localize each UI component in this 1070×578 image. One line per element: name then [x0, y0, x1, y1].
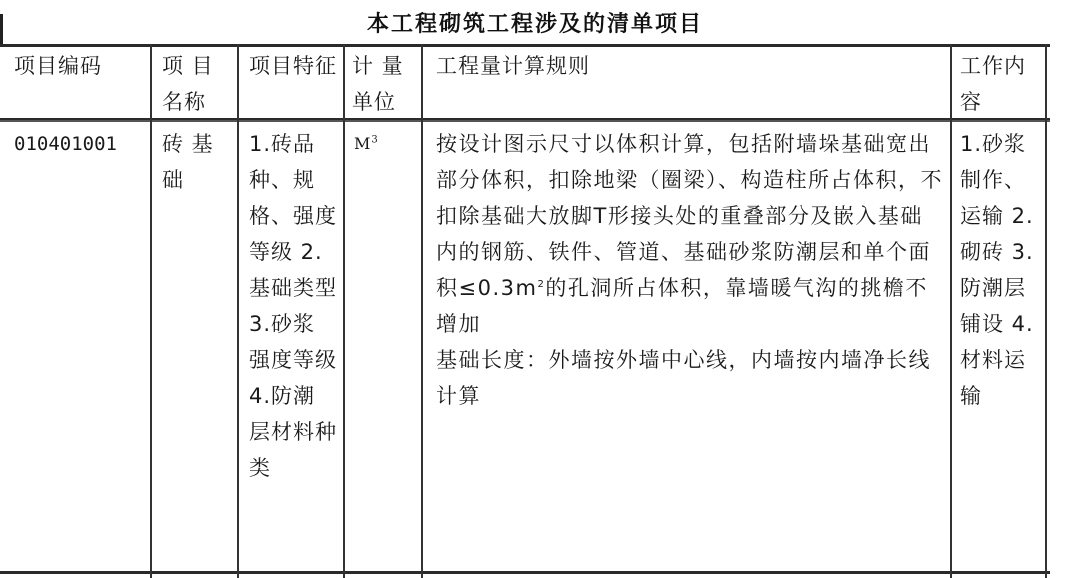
header-bottom-rule-2: [0, 120, 1050, 122]
row-code: 010401001: [14, 133, 117, 155]
row-unit-base: M: [354, 134, 372, 153]
column-divider: [1045, 44, 1047, 578]
header-unit: 计 量单位: [352, 54, 404, 114]
table-title: 本工程砌筑工程涉及的清单项目: [366, 12, 703, 37]
row-rule-superscript: 2: [537, 279, 546, 290]
row-rule-text: 按设计图示尺寸以体积计算，包括附墙垛基础宽出部分体积，扣除地梁（圈梁）、构造柱所占体积，不扣除基础大放脚T形接头处的重叠部分及嵌入基础内的钢筋、铁件、管道、基础砂浆防潮层和单个面积≤0.3m: [436, 132, 943, 300]
row-feature: 1.砖品种、规格、强度等级 2.基础类型 3.砂浆强度等级 4.防潮层材料种类: [249, 132, 337, 480]
column-divider: [237, 44, 239, 578]
row-unit-superscript: 3: [371, 134, 379, 146]
row-name: 砖 基础: [162, 132, 214, 192]
row-rule-length-note: 基础长度：外墙按外墙中心线，内墙按内墙净长线计算: [436, 348, 931, 408]
header-feature: 项目特征: [249, 54, 337, 78]
header-name: 项 目名称: [162, 54, 214, 114]
header-content: 工作内容: [960, 54, 1026, 114]
column-divider: [421, 44, 423, 578]
top-rule: [0, 44, 1050, 47]
row-rule: [436, 126, 944, 414]
header-code: 项目编码: [14, 54, 102, 78]
column-divider: [150, 44, 152, 578]
column-divider: [343, 44, 345, 578]
header-rule: 工程量计算规则: [436, 54, 590, 78]
bottom-rule: [0, 571, 1050, 574]
column-divider: [950, 44, 952, 578]
row-unit: [354, 126, 414, 162]
row-rule-text-continued: 的孔洞所占体积，靠墙暖气沟的挑檐不增加: [436, 276, 928, 336]
row-content: 1.砂浆制作、运输 2.砌砖 3.防潮层铺设 4.材料运输: [960, 132, 1034, 408]
